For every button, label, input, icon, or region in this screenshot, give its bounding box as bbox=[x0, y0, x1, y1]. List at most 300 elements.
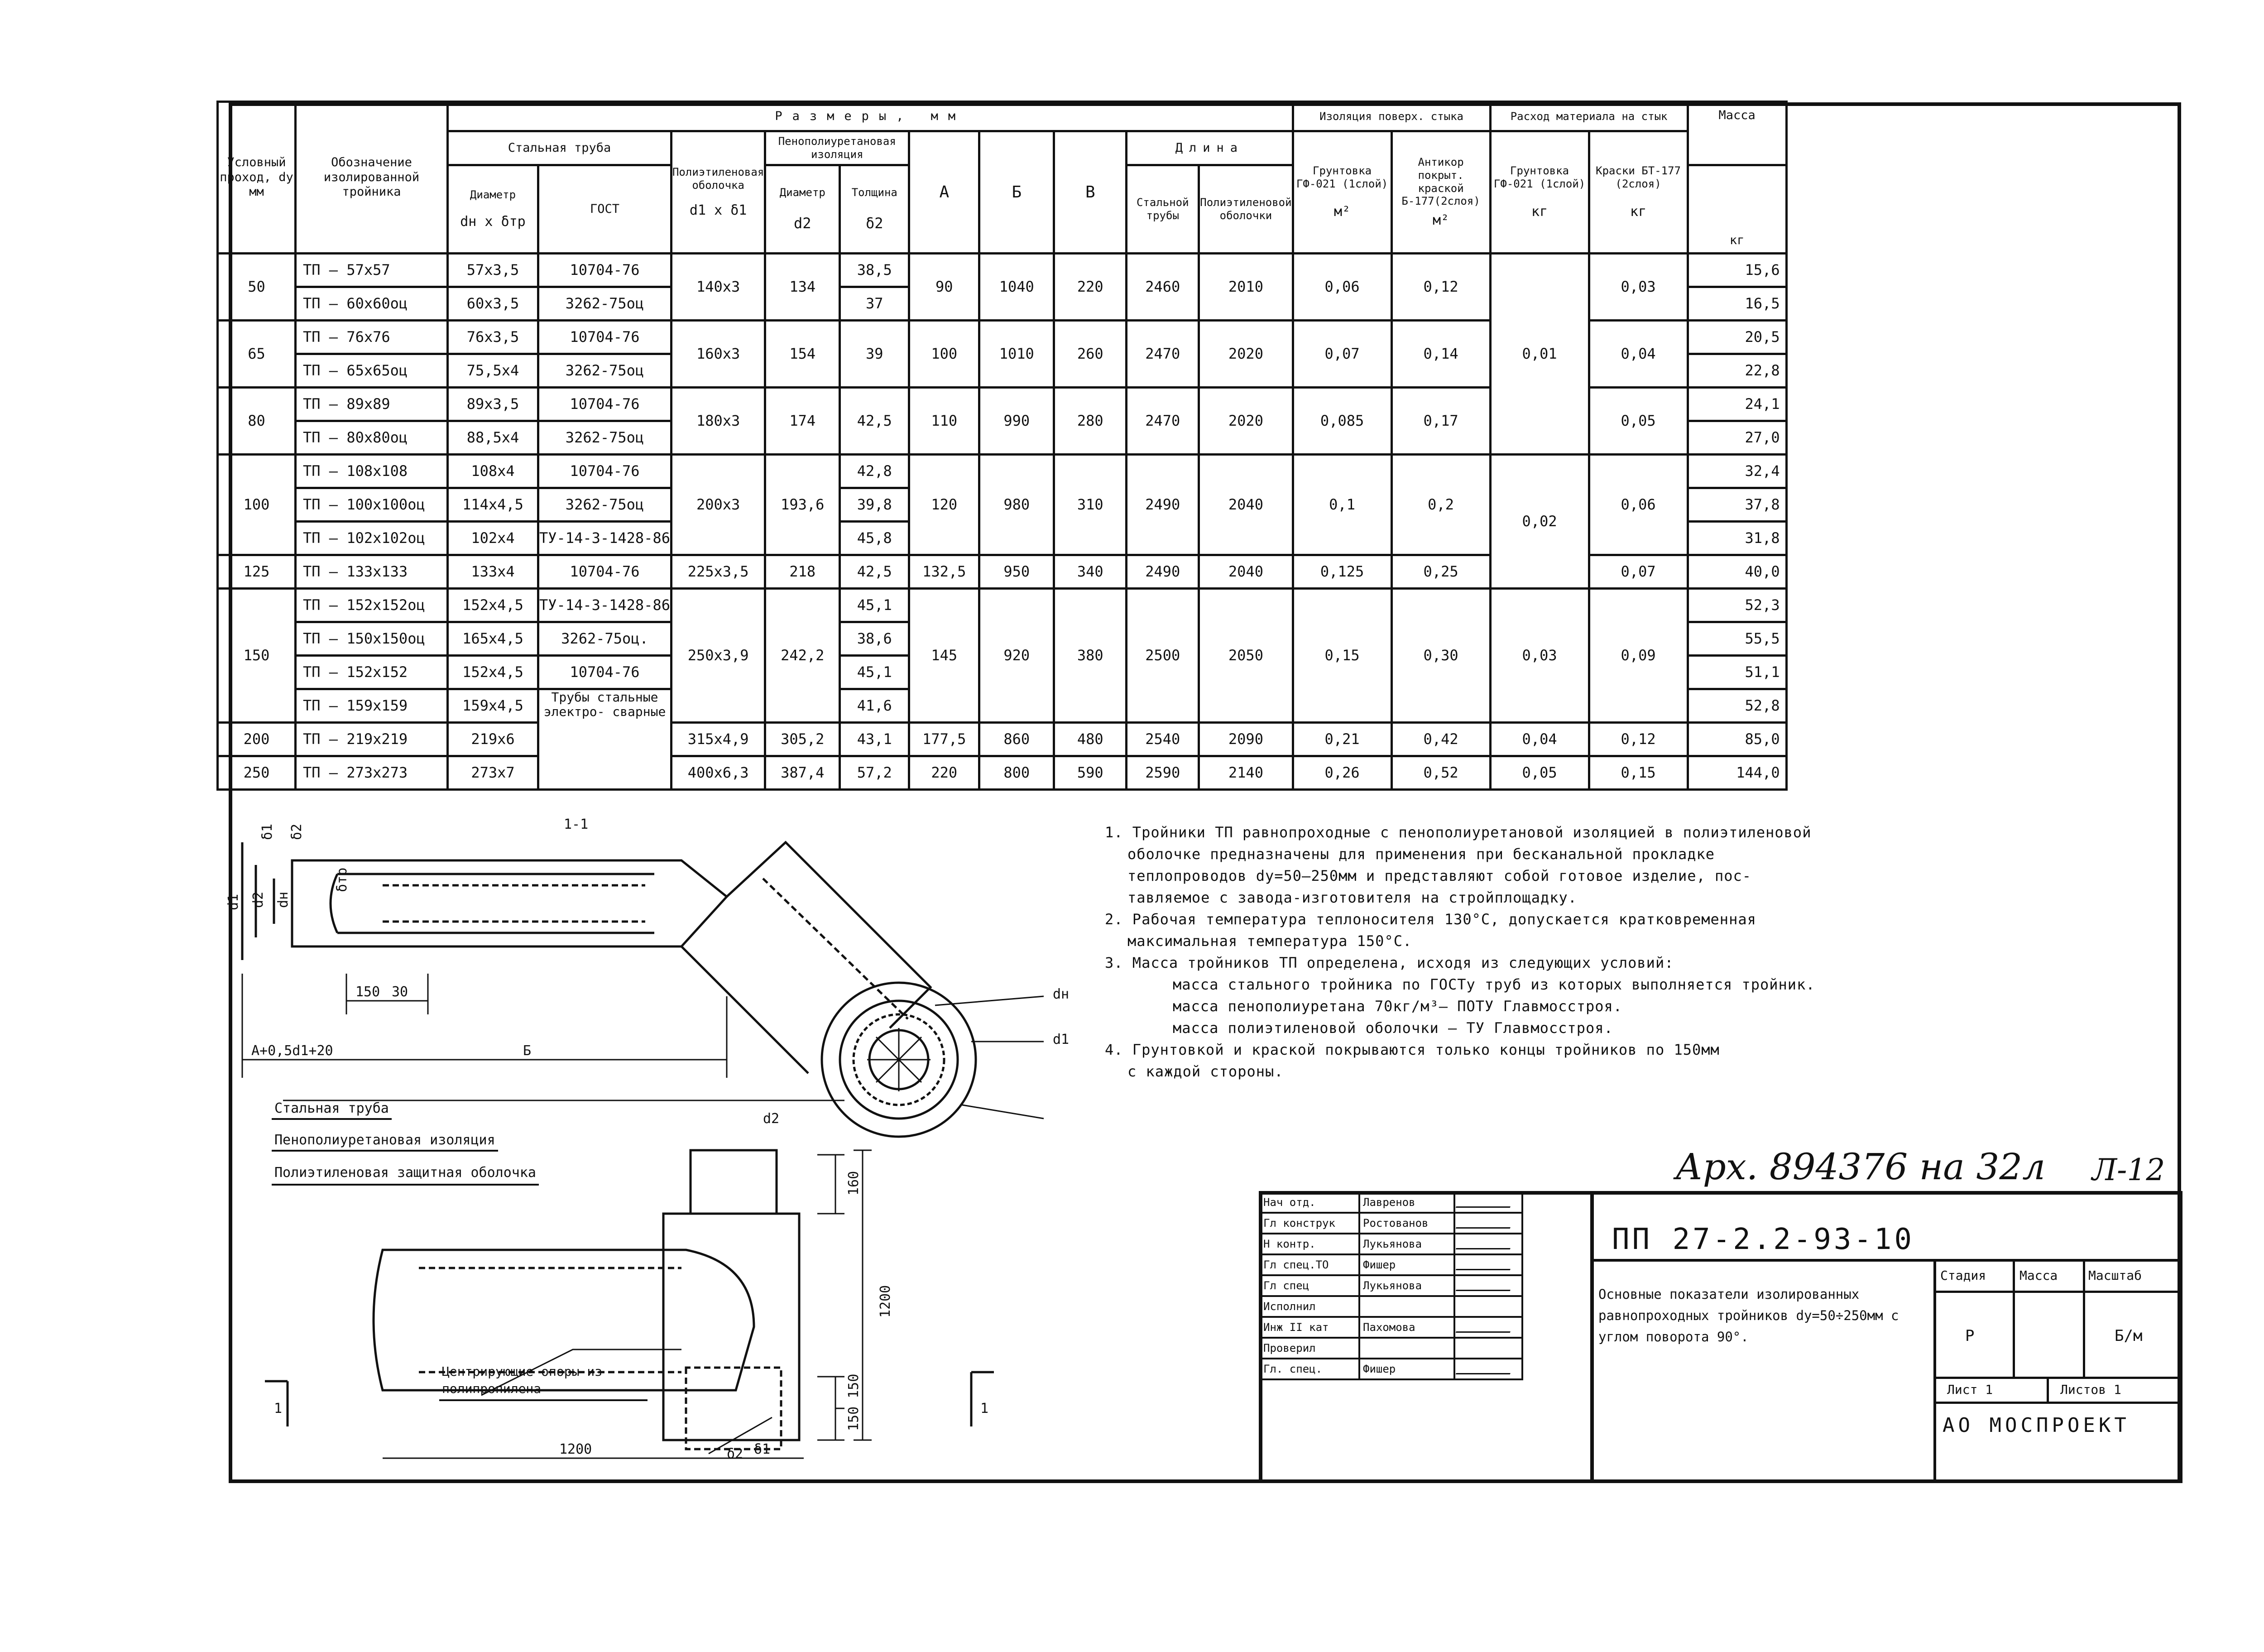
table-cell: 0,05 bbox=[1490, 756, 1589, 790]
table-cell: 120 bbox=[909, 455, 979, 555]
table-cell: 40,0 bbox=[1688, 555, 1786, 589]
table-row bbox=[218, 723, 1787, 756]
table-cell: ТП – 152x152 bbox=[296, 656, 448, 689]
table-cell: ТП – 159x159 bbox=[296, 689, 448, 723]
table-cell: 100 bbox=[909, 321, 979, 388]
note-line: масса полиэтиленовой оболочки – ТУ Главмосстроя. bbox=[1173, 1019, 1613, 1037]
signature-name bbox=[1359, 1338, 1454, 1359]
label-delta1-lower: δ1 bbox=[754, 1441, 771, 1457]
signature-row bbox=[1260, 1296, 1522, 1317]
table-cell: 37,8 bbox=[1688, 488, 1786, 522]
header-v: В bbox=[1054, 131, 1127, 254]
signature-role: Проверил bbox=[1260, 1338, 1359, 1359]
dim-30: 30 bbox=[392, 984, 408, 1000]
header-anticor-area bbox=[1391, 131, 1490, 254]
table-cell: 242,2 bbox=[765, 589, 840, 723]
section-mark-left: 1 bbox=[274, 1401, 283, 1417]
table-cell: 0,12 bbox=[1391, 254, 1490, 321]
table-cell: 0,17 bbox=[1391, 388, 1490, 455]
table-cell: 200 bbox=[218, 723, 296, 756]
dim-a: А+0,5d1+20 bbox=[251, 1043, 333, 1059]
signature-mark bbox=[1454, 1234, 1522, 1254]
table-cell: 37 bbox=[840, 287, 909, 321]
table-cell: ТУ-14-3-1428-86 bbox=[538, 522, 672, 555]
header-steel-diameter-label: Диаметр bbox=[470, 188, 516, 201]
header-ppu-thickness-label: Толщина bbox=[851, 186, 897, 199]
header-pe-shell-sym: d1 x δ1 bbox=[689, 202, 747, 219]
table-cell: ТП – 152x152оц bbox=[296, 589, 448, 622]
header-length-steel: Стальной трубы bbox=[1127, 165, 1199, 254]
table-cell: 108x4 bbox=[448, 455, 538, 488]
archive-number: Арх. 894376 на 32л bbox=[1675, 1146, 2046, 1188]
signature-role: Н контр. bbox=[1260, 1234, 1359, 1254]
table-cell: ТП – 133x133 bbox=[296, 555, 448, 589]
organization-name: АО МОСПРОЕКТ bbox=[1943, 1414, 2130, 1437]
table-cell: 250x3,9 bbox=[671, 589, 765, 723]
table-cell: ТП – 76x76 bbox=[296, 321, 448, 354]
note-line: тавляемое с завода-изготовителя на стройплощадку. bbox=[1127, 889, 1578, 906]
table-cell: 89x3,5 bbox=[448, 388, 538, 421]
table-cell: 2500 bbox=[1127, 589, 1199, 723]
document-description: Основные показатели изолированных равнопроходных тройников dу=50÷250мм с углом поворота 90°. bbox=[1598, 1287, 1899, 1345]
table-cell: 140x3 bbox=[671, 254, 765, 321]
document-code: ПП 27-2.2-93-10 bbox=[1612, 1223, 1914, 1256]
table-cell: 145 bbox=[909, 589, 979, 723]
table-cell: 160x3 bbox=[671, 321, 765, 388]
signature-row bbox=[1260, 1359, 1522, 1379]
table-cell: 1040 bbox=[979, 254, 1054, 321]
table-cell: 340 bbox=[1054, 555, 1127, 589]
note-line: оболочке предназначены для применения при бесканальной прокладке bbox=[1127, 845, 1715, 863]
table-row bbox=[218, 589, 1787, 622]
table-cell: 0,09 bbox=[1589, 589, 1688, 723]
table-cell: ТП – 57x57 bbox=[296, 254, 448, 287]
signature-name: Лукьянова bbox=[1359, 1275, 1454, 1296]
sheet-mark: Л-12 bbox=[2092, 1153, 2165, 1187]
table-cell: 15,6 bbox=[1688, 254, 1786, 287]
legend-pe-text: Полиэтиленовая защитная оболочка bbox=[272, 1164, 539, 1186]
table-cell: 0,30 bbox=[1391, 589, 1490, 723]
table-cell: 590 bbox=[1054, 756, 1127, 790]
table-cell: 52,3 bbox=[1688, 589, 1786, 622]
table-cell: 2490 bbox=[1127, 555, 1199, 589]
signature-name: Ростованов bbox=[1359, 1213, 1454, 1234]
table-cell: 174 bbox=[765, 388, 840, 455]
table-cell: 165x4,5 bbox=[448, 622, 538, 656]
header-ppu-thickness-sym: δ2 bbox=[866, 215, 883, 232]
table-cell: 200x3 bbox=[671, 455, 765, 555]
header-ppu-thickness bbox=[840, 165, 909, 254]
table-cell: 2490 bbox=[1127, 455, 1199, 555]
table-cell: 980 bbox=[979, 455, 1054, 555]
table-cell: 75,5x4 bbox=[448, 354, 538, 388]
table-cell: 0,03 bbox=[1490, 589, 1589, 723]
table-cell: 2090 bbox=[1199, 723, 1293, 756]
signature-icon bbox=[1456, 1361, 1515, 1374]
table-cell: 0,2 bbox=[1391, 455, 1490, 555]
table-cell: 280 bbox=[1054, 388, 1127, 455]
table-cell: 380 bbox=[1054, 589, 1127, 723]
table-cell: 2020 bbox=[1199, 321, 1293, 388]
scale-value: Б/м bbox=[2115, 1327, 2143, 1345]
table-cell: 39 bbox=[840, 321, 909, 388]
table-cell: 159x4,5 bbox=[448, 689, 538, 723]
table-cell: 50 bbox=[218, 254, 296, 321]
table-cell: 55,5 bbox=[1688, 622, 1786, 656]
header-sizes: Размеры, мм bbox=[448, 102, 1293, 131]
table-cell: 0,05 bbox=[1589, 388, 1688, 455]
table-cell: 43,1 bbox=[840, 723, 909, 756]
header-primer-use bbox=[1490, 131, 1589, 254]
table-cell: ТП – 65x65оц bbox=[296, 354, 448, 388]
table-cell: 225x3,5 bbox=[671, 555, 765, 589]
table-cell: ТУ-14-3-1428-86 bbox=[538, 589, 672, 622]
signature-row bbox=[1260, 1317, 1522, 1338]
table-cell: 57x3,5 bbox=[448, 254, 538, 287]
header-paint-use bbox=[1589, 131, 1688, 254]
table-cell: 0,15 bbox=[1293, 589, 1391, 723]
dim-b: Б bbox=[523, 1043, 532, 1059]
header-primer-area bbox=[1293, 131, 1391, 254]
table-cell: 150 bbox=[218, 589, 296, 723]
table-cell: 0,42 bbox=[1391, 723, 1490, 756]
table-cell: ТП – 102x102оц bbox=[296, 522, 448, 555]
signature-row bbox=[1260, 1338, 1522, 1359]
signature-mark bbox=[1454, 1192, 1522, 1213]
table-cell: 3262-75оц bbox=[538, 354, 672, 388]
table-cell: ТП – 108x108 bbox=[296, 455, 448, 488]
table-cell: 0,04 bbox=[1589, 321, 1688, 388]
table-cell: 0,1 bbox=[1293, 455, 1391, 555]
label-delta2-lower: δ2 bbox=[727, 1446, 743, 1462]
legend-ppu-text: Пенополиуретановая изоляция bbox=[272, 1132, 498, 1152]
signature-role: Нач отд. bbox=[1260, 1192, 1359, 1213]
table-cell: 260 bbox=[1054, 321, 1127, 388]
table-cell: 60x3,5 bbox=[448, 287, 538, 321]
table-cell: 250 bbox=[218, 756, 296, 790]
table-cell: 114x4,5 bbox=[448, 488, 538, 522]
table-cell: 32,4 bbox=[1688, 455, 1786, 488]
note-line: масса пенополиуретана 70кг/м³– ПОТУ Главмосстроя. bbox=[1173, 998, 1623, 1015]
signature-row bbox=[1260, 1234, 1522, 1254]
table-cell: 10704-76 bbox=[538, 321, 672, 354]
header-mass-unit: кг bbox=[1688, 165, 1786, 254]
table-cell: ТП – 89x89 bbox=[296, 388, 448, 421]
header-b: Б bbox=[979, 131, 1054, 254]
signature-icon bbox=[1456, 1320, 1515, 1333]
table-cell: 2040 bbox=[1199, 455, 1293, 555]
table-cell: ТП – 273x273 bbox=[296, 756, 448, 790]
table-cell: 24,1 bbox=[1688, 388, 1786, 421]
table-cell: 3262-75оц bbox=[538, 287, 672, 321]
table-cell: 45,1 bbox=[840, 656, 909, 689]
sheets-count: Листов 1 bbox=[2060, 1382, 2121, 1397]
table-cell: 2140 bbox=[1199, 756, 1293, 790]
title-block-signatures bbox=[1259, 1191, 1523, 1380]
title-block-divider bbox=[1590, 1191, 1594, 1483]
mass-label: Масса bbox=[2019, 1268, 2058, 1283]
table-cell: 42,5 bbox=[840, 388, 909, 455]
table-cell: 2590 bbox=[1127, 756, 1199, 790]
table-cell: 305,2 bbox=[765, 723, 840, 756]
dim-150: 150 bbox=[355, 984, 380, 1000]
table-cell: ТП – 80x80оц bbox=[296, 421, 448, 455]
header-primer-area-unit: м² bbox=[1334, 204, 1351, 220]
legend-pe bbox=[272, 1164, 580, 1186]
table-cell: 177,5 bbox=[909, 723, 979, 756]
table-cell: 0,21 bbox=[1293, 723, 1391, 756]
table-cell: 0,52 bbox=[1391, 756, 1490, 790]
header-material-use: Расход материала на стык bbox=[1490, 102, 1688, 131]
signature-icon bbox=[1456, 1195, 1515, 1208]
note-line: 1. Тройники ТП равнопроходные с пенополиуретановой изоляцией в полиэтиленовой bbox=[1105, 824, 1812, 841]
signature-mark bbox=[1454, 1296, 1522, 1317]
table-cell: 860 bbox=[979, 723, 1054, 756]
signature-mark bbox=[1454, 1254, 1522, 1275]
table-cell: 133x4 bbox=[448, 555, 538, 589]
note-line: с каждой стороны. bbox=[1127, 1063, 1284, 1080]
table-cell: 102x4 bbox=[448, 522, 538, 555]
table-cell: ТП – 100x100оц bbox=[296, 488, 448, 522]
header-length: Длина bbox=[1127, 131, 1293, 165]
header-pe-shell bbox=[671, 131, 765, 254]
table-cell: 2050 bbox=[1199, 589, 1293, 723]
dim-1200-horizontal: 1200 bbox=[559, 1441, 592, 1457]
signature-name bbox=[1359, 1296, 1454, 1317]
legend-ppu bbox=[272, 1132, 498, 1152]
table-cell: 39,8 bbox=[840, 488, 909, 522]
signature-mark bbox=[1454, 1338, 1522, 1359]
table-cell: 193,6 bbox=[765, 455, 840, 555]
table-cell: 16,5 bbox=[1688, 287, 1786, 321]
signature-mark bbox=[1454, 1275, 1522, 1296]
table-cell: 273x7 bbox=[448, 756, 538, 790]
table-cell: 480 bbox=[1054, 723, 1127, 756]
table-cell: 0,085 bbox=[1293, 388, 1391, 455]
table-cell: 38,6 bbox=[840, 622, 909, 656]
header-steel-diameter bbox=[448, 165, 538, 254]
header-a: А bbox=[909, 131, 979, 254]
table-cell: 0,25 bbox=[1391, 555, 1490, 589]
table-cell: 152x4,5 bbox=[448, 656, 538, 689]
header-anticor-area-unit: м² bbox=[1433, 212, 1449, 229]
table-cell: ТП – 60x60оц bbox=[296, 287, 448, 321]
table-cell: 180x3 bbox=[671, 388, 765, 455]
table-cell: 100 bbox=[218, 455, 296, 555]
signature-role: Гл спец.ТО bbox=[1260, 1254, 1359, 1275]
table-row bbox=[218, 756, 1787, 790]
table-cell: 85,0 bbox=[1688, 723, 1786, 756]
legend-steel-text: Стальная труба bbox=[272, 1100, 392, 1120]
dim-160: 160 bbox=[846, 1171, 862, 1196]
title-block-divider bbox=[2047, 1377, 2049, 1402]
label-d1-circle: d1 bbox=[1053, 1032, 1070, 1047]
table-cell: 10704-76 bbox=[538, 656, 672, 689]
note-line: масса стального тройника по ГОСТу труб из которых выполняется тройник. bbox=[1173, 976, 1815, 993]
signature-icon bbox=[1456, 1236, 1515, 1249]
table-cell: 52,8 bbox=[1688, 689, 1786, 723]
header-ppu-diameter-sym: d2 bbox=[794, 215, 811, 232]
header-gost: ГОСТ bbox=[538, 165, 672, 254]
table-cell: 20,5 bbox=[1688, 321, 1786, 354]
signature-row bbox=[1260, 1254, 1522, 1275]
table-cell: 154 bbox=[765, 321, 840, 388]
table-cell: 3262-75оц bbox=[538, 488, 672, 522]
label-d2-circle: d2 bbox=[763, 1111, 780, 1127]
table-cell: 1010 bbox=[979, 321, 1054, 388]
label-delta2: δ2 bbox=[289, 823, 305, 840]
label-d1: d1 bbox=[225, 893, 241, 910]
header-primer-area-label: Грунтовка ГФ-021 (1слой) bbox=[1296, 164, 1388, 190]
table-cell: 2540 bbox=[1127, 723, 1199, 756]
header-steel-diameter-sym: dн x δтр bbox=[460, 214, 526, 230]
signature-name: Пахомова bbox=[1359, 1317, 1454, 1338]
dim-1200-vertical: 1200 bbox=[878, 1285, 893, 1318]
table-cell: 0,06 bbox=[1589, 455, 1688, 555]
signature-role: Исполнил bbox=[1260, 1296, 1359, 1317]
table-cell: 45,1 bbox=[840, 589, 909, 622]
header-paint-use-label: Краски БТ-177 (2слоя) bbox=[1596, 164, 1681, 190]
table-cell: 3262-75оц bbox=[538, 421, 672, 455]
table-cell: 387,4 bbox=[765, 756, 840, 790]
table-body bbox=[218, 254, 1787, 790]
scale-label: Масштаб bbox=[2088, 1268, 2142, 1283]
signature-role: Гл спец bbox=[1260, 1275, 1359, 1296]
table-cell: 0,15 bbox=[1589, 756, 1688, 790]
notes-block bbox=[1105, 822, 2182, 1083]
table-cell: 10704-76 bbox=[538, 555, 672, 589]
table-cell: 0,03 bbox=[1589, 254, 1688, 321]
table-cell: 2470 bbox=[1127, 388, 1199, 455]
header-mass: Масса bbox=[1688, 102, 1786, 165]
table-cell: 3262-75оц. bbox=[538, 622, 672, 656]
header-surface-iso: Изоляция поверх. стыка bbox=[1293, 102, 1490, 131]
table-cell: 132,5 bbox=[909, 555, 979, 589]
note-line: 3. Масса тройников ТП определена, исходя из следующих условий: bbox=[1105, 954, 1674, 971]
table-cell: 10704-76 bbox=[538, 455, 672, 488]
table-cell: 27,0 bbox=[1688, 421, 1786, 455]
table-cell: 218 bbox=[765, 555, 840, 589]
header-ppu: Пенополиуретановая изоляция bbox=[765, 131, 909, 165]
table-cell: 41,6 bbox=[840, 689, 909, 723]
table-cell: 90 bbox=[909, 254, 979, 321]
header-designation: Обозначение изолированной тройника bbox=[296, 102, 448, 254]
table-cell: 80 bbox=[218, 388, 296, 455]
label-delta1: δ1 bbox=[259, 823, 275, 840]
table-cell: 42,8 bbox=[840, 455, 909, 488]
table-cell: 2020 bbox=[1199, 388, 1293, 455]
signature-row bbox=[1260, 1275, 1522, 1296]
label-dn-circle: dн bbox=[1053, 986, 1070, 1002]
signature-mark bbox=[1454, 1359, 1522, 1379]
header-ppu-diameter bbox=[765, 165, 840, 254]
table-cell: 2040 bbox=[1199, 555, 1293, 589]
table-cell: 950 bbox=[979, 555, 1054, 589]
table-row bbox=[218, 254, 1787, 287]
table-cell: 0,14 bbox=[1391, 321, 1490, 388]
table-cell: 315x4,9 bbox=[671, 723, 765, 756]
table-cell: 76x3,5 bbox=[448, 321, 538, 354]
sheet-number: Лист 1 bbox=[1947, 1382, 1993, 1397]
table-cell: 31,8 bbox=[1688, 522, 1786, 555]
signature-name: Фишер bbox=[1359, 1254, 1454, 1275]
title-block-divider bbox=[2013, 1259, 2015, 1377]
legend-centering-text: Центрирующие опоры из полипропилена bbox=[439, 1363, 648, 1401]
label-d2: d2 bbox=[250, 891, 266, 908]
table-cell: 134 bbox=[765, 254, 840, 321]
table-cell: 10704-76 bbox=[538, 254, 672, 287]
table-cell: 0,06 bbox=[1293, 254, 1391, 321]
legend-steel bbox=[272, 1100, 392, 1120]
signature-icon bbox=[1456, 1257, 1515, 1270]
legend-centering bbox=[439, 1363, 648, 1401]
note-line: 2. Рабочая температура теплоносителя 130°С, допускается кратковременная bbox=[1105, 911, 1756, 928]
table-cell: 42,5 bbox=[840, 555, 909, 589]
table-cell: 220 bbox=[909, 756, 979, 790]
table-cell: 0,07 bbox=[1293, 321, 1391, 388]
signature-role: Инж II кат bbox=[1260, 1317, 1359, 1338]
header-dy: Условный проход, dу мм bbox=[218, 102, 296, 254]
header-steel-pipe: Стальная труба bbox=[448, 131, 672, 165]
table-cell: 400x6,3 bbox=[671, 756, 765, 790]
title-block-divider bbox=[1933, 1291, 2182, 1293]
table-cell: 220 bbox=[1054, 254, 1127, 321]
table-cell: 0,07 bbox=[1589, 555, 1688, 589]
table-cell: 65 bbox=[218, 321, 296, 388]
label-dn: dн bbox=[275, 891, 291, 908]
table-cell: 57,2 bbox=[840, 756, 909, 790]
table-cell: 0,02 bbox=[1490, 455, 1589, 589]
table-cell: 310 bbox=[1054, 455, 1127, 555]
table-cell: 144,0 bbox=[1688, 756, 1786, 790]
table-cell: 2470 bbox=[1127, 321, 1199, 388]
signature-icon bbox=[1456, 1278, 1515, 1291]
header-primer-use-label: Грунтовка ГФ-021 (1слой) bbox=[1493, 164, 1586, 190]
signature-name: Фишер bbox=[1359, 1359, 1454, 1379]
table-cell: 0,12 bbox=[1589, 723, 1688, 756]
table-cell: 22,8 bbox=[1688, 354, 1786, 388]
table-cell: 110 bbox=[909, 388, 979, 455]
table-cell: 0,01 bbox=[1490, 254, 1589, 455]
signature-mark bbox=[1454, 1213, 1522, 1234]
table-cell: 2010 bbox=[1199, 254, 1293, 321]
table-cell: 38,5 bbox=[840, 254, 909, 287]
note-line: максимальная температура 150°С. bbox=[1127, 932, 1412, 950]
title-block-divider bbox=[1933, 1402, 2182, 1404]
note-line: теплопроводов dу=50–250мм и представляют собой готовое изделие, пос- bbox=[1127, 867, 1752, 884]
header-ppu-diameter-label: Диаметр bbox=[779, 186, 825, 199]
stage-label: Стадия bbox=[1940, 1268, 1986, 1283]
table-cell: 800 bbox=[979, 756, 1054, 790]
table-cell: Трубы стальные электро- сварные bbox=[538, 689, 672, 790]
signature-row bbox=[1260, 1213, 1522, 1234]
signature-mark bbox=[1454, 1317, 1522, 1338]
label-deltatr: δтр bbox=[334, 867, 350, 892]
title-block-divider bbox=[1933, 1377, 2182, 1379]
table-cell: ТП – 219x219 bbox=[296, 723, 448, 756]
table-row bbox=[218, 455, 1787, 488]
header-primer-use-unit: кг bbox=[1531, 204, 1548, 220]
section-label: 1-1 bbox=[564, 816, 589, 832]
table-cell: 920 bbox=[979, 589, 1054, 723]
table-cell: 10704-76 bbox=[538, 388, 672, 421]
header-anticor-area-label: Антикор покрыт. краской Б-177(2слоя) bbox=[1401, 155, 1480, 208]
signature-row bbox=[1260, 1192, 1522, 1213]
signature-role: Гл. спец. bbox=[1260, 1359, 1359, 1379]
title-block-divider bbox=[2083, 1259, 2085, 1377]
header-pe-shell-label: Полиэтиленовая оболочка bbox=[672, 165, 764, 192]
tee-parameters-table bbox=[216, 101, 1788, 791]
